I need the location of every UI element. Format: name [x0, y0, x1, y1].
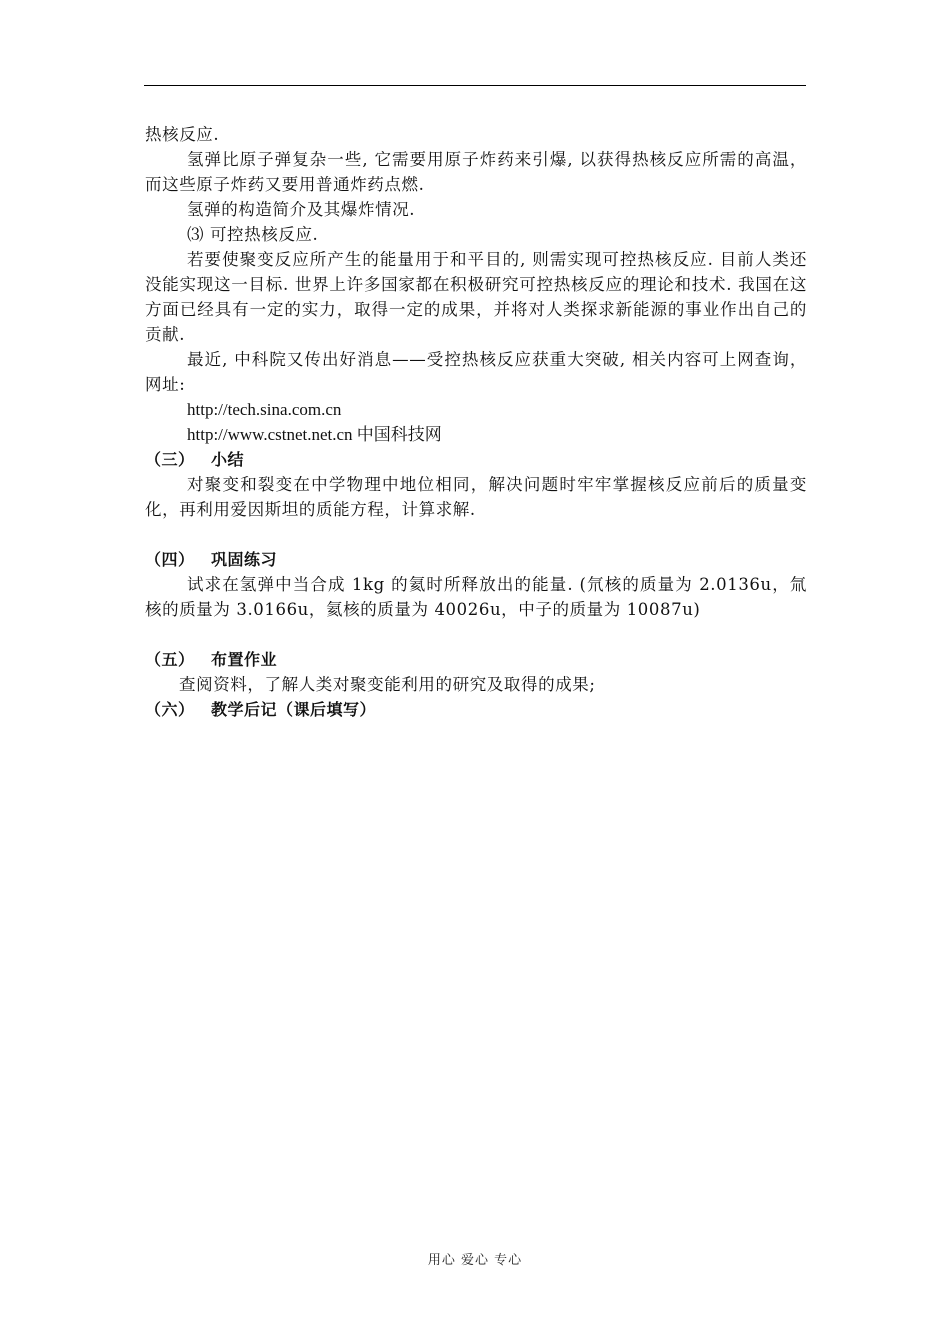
section-title: 巩固练习	[211, 550, 278, 569]
paragraph-recent-news: 最近, 中科院又传出好消息——受控热核反应获重大突破, 相关内容可上网查询，网址:	[145, 350, 807, 394]
document-body	[145, 122, 807, 722]
paragraph-bomb-structure: 氢弹的构造简介及其爆炸情况.	[187, 200, 416, 219]
section-title: 小结	[211, 450, 245, 469]
section-practice-heading	[145, 547, 807, 572]
link-cstnet[interactable]: http://www.cstnet.net.cn 中国科技网	[187, 425, 442, 444]
section-number: （五）	[145, 650, 195, 669]
paragraph-hydrogen-bomb: 氢弹比原子弹复杂一些, 它需要用原子炸药来引爆, 以获得热核反应所需的高温，而这些原子炸药又要用普通炸药点燃.	[145, 150, 807, 194]
link-sina[interactable]: http://tech.sina.com.cn	[187, 400, 342, 419]
header-rule	[144, 85, 806, 86]
paragraph-controlled-fusion: 若要使聚变反应所产生的能量用于和平目的, 则需实现可控热核反应. 目前人类还没能实现这一目标. 世界上许多国家都在积极研究可控热核反应的理论和技术. 我国在这方面已经具有一定的实力，取得一定的成果，并将对人类探求新能源的事业作出自己的贡献.	[145, 250, 807, 344]
section-number: （六）	[145, 700, 195, 719]
section-number: （四）	[145, 550, 195, 569]
section-number: （三）	[145, 450, 195, 469]
section-homework-heading	[145, 647, 807, 672]
section-summary-heading	[145, 447, 807, 472]
section-title: 布置作业	[211, 650, 278, 669]
page-footer: 用心 爱心 专心	[427, 1253, 523, 1268]
paragraph-controlled-fusion-heading: ⑶ 可控热核反应.	[187, 225, 319, 244]
section-practice-text: 试求在氢弹中当合成 1kg 的氦时所释放出的能量. (氘核的质量为 2.0136u，氚核的质量为 3.0166u，氦核的质量为 40026u，中子的质量为 10087u)	[145, 575, 807, 619]
paragraph-thermonuclear: 热核反应.	[145, 125, 220, 144]
section-notes-heading	[145, 697, 807, 722]
section-summary-text: 对聚变和裂变在中学物理中地位相同，解决问题时牢牢掌握核反应前后的质量变化，再利用爱因斯坦的质能方程，计算求解.	[145, 475, 807, 519]
section-homework-text: 查阅资料，了解人类对聚变能利用的研究及取得的成果;	[179, 675, 596, 694]
section-title: 教学后记（课后填写）	[211, 700, 377, 719]
